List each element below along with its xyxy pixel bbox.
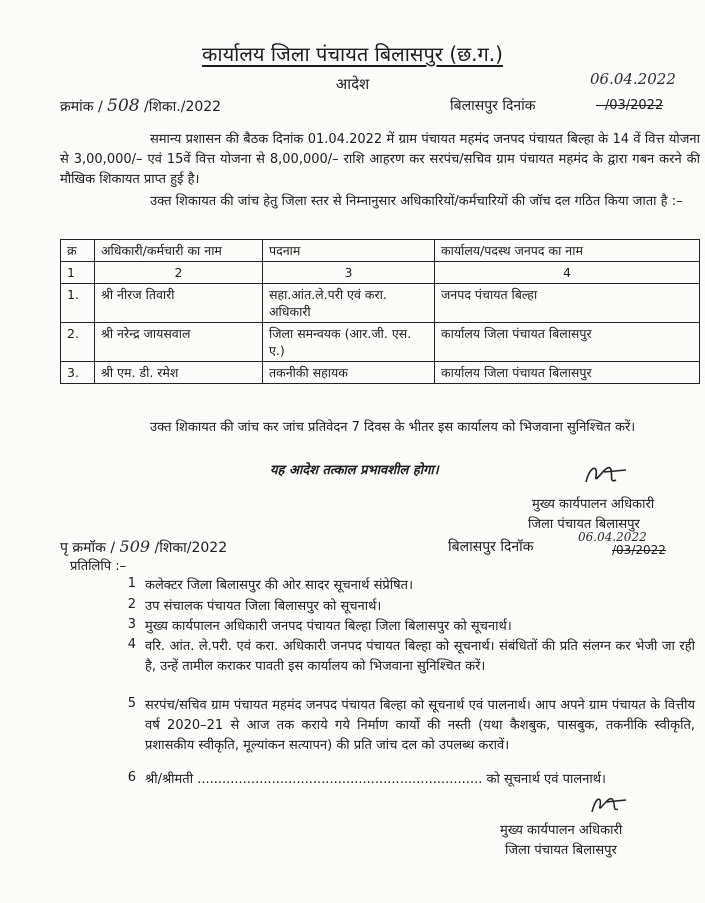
column-number-row <box>61 262 700 284</box>
header-sno: क्र <box>61 240 95 262</box>
row-name: श्री नीरज तिवारी <box>95 284 263 323</box>
signatory-title: मुख्य कार्यपालन अधिकारी <box>532 497 655 512</box>
table-header-row <box>61 240 700 262</box>
row-office: कार्यालय जिला पंचायत बिलासपुर <box>435 362 700 384</box>
copy-ref-suffix: /शिका/2022 <box>154 540 228 556</box>
table-row <box>61 284 700 323</box>
ref-prefix: क्रमांक / <box>60 99 103 115</box>
signature-icon <box>580 458 632 492</box>
row-sno: 1. <box>61 284 95 323</box>
col-number: 3 <box>263 262 435 284</box>
list-item: उप संचालक पंचायत जिला बिलासपुर को सूचनार्थ। <box>145 599 382 614</box>
copy-reference <box>60 537 227 557</box>
signature-icon <box>586 790 632 820</box>
row-name: श्री नरेन्द्र जायसवाल <box>95 323 263 362</box>
row-designation: जिला समन्वयक (आर.जी. एस. ए.) <box>263 323 435 362</box>
ref-number: 508 <box>107 96 140 116</box>
copy-ref-number: 509 <box>119 537 151 556</box>
col-number: 2 <box>95 262 263 284</box>
committee-table <box>60 239 700 384</box>
committee-paragraph: उक्त शिकायत की जांच हेतु जिला स्तर से निम्नानुसार अधिकारियों/कर्मचारियों की जॉच दल गठित किया जाता है :– <box>150 194 683 209</box>
header-name: अधिकारी/कर्मचारी का नाम <box>95 240 263 262</box>
row-sno: 3. <box>61 362 95 384</box>
list-item-number: 1 <box>127 576 136 591</box>
header-office: कार्यालय/पदस्थ जनपद का नाम <box>435 240 700 262</box>
signatory-office-copy: जिला पंचायत बिलासपुर <box>505 843 617 858</box>
list-item-number: 3 <box>127 617 136 632</box>
copy-to-label: प्रतिलिपि :– <box>70 559 127 574</box>
ref-suffix: /शिका./2022 <box>144 99 222 115</box>
row-designation: सहा.आंत.ले.परी एवं करा. अधिकारी <box>263 284 435 323</box>
copy-ref-prefix: पृ क्रमॉक / <box>60 540 116 556</box>
list-item-number: 4 <box>127 637 136 652</box>
list-item: कलेक्टर जिला बिलासपुर की ओर सादर सूचनार्थ संप्रेषित। <box>145 578 414 593</box>
row-name: श्री एम. डी. रमेश <box>95 362 263 384</box>
list-item: वरि. आंत. ले.परी. एवं करा. अधिकारी जनपद पंचायत बिल्हा को सूचनार्थ। संबंधितों की प्रति संलग्न कर भेजी जा रही है, उन्हें तामील कराकर पावती इस कार्यालय को भिजवाना सुनिश्चित करें। <box>145 639 695 674</box>
effective-note: यह आदेश तत्काल प्रभावशील होगा। <box>270 463 439 478</box>
list-item: सरपंच/सचिव ग्राम पंचायत महमंद जनपद पंचायत बिल्हा को सूचनार्थ एवं पालनार्थ। आप अपने ग्राम पंचायत के वित्तीय वर्ष 2020–21 से आज तक कराये गये निर्माण कार्यो की नस्ती (यथा कैशबुक, पासबुक, तकनीकि स्वीकृति, प्रशासकीय स्वीकृति, मूल्यांकन सत्यापन) की प्रति जांच दल को उपलब्ध करावें। <box>145 698 695 753</box>
list-item-number: 2 <box>127 597 136 612</box>
order-heading: आदेश <box>335 75 370 93</box>
page-title: कार्यालय जिला पंचायत बिलासपुर (छ.ग.) <box>202 42 503 66</box>
table-row <box>61 323 700 362</box>
copy-struck-date: /03/2022 <box>612 543 666 557</box>
col-number: 4 <box>435 262 700 284</box>
table-row <box>61 362 700 384</box>
complaint-paragraph: समान्य प्रशासन की बैठक दिनांक 01.04.2022 में ग्राम पंचायत महमंद जनपद पंचायत बिल्हा के 14 वें वित्त योजना से 3,00,000/– एवं 15वें वित्त योजना से 8,00,000/– राशि आहरण कर सरपंच/सचिव ग्राम पंचायत महमंद के द्वारा गबन करने की मौखिक शिकायत प्राप्त हुई है। <box>60 132 700 187</box>
report-instruction: उक्त शिकायत की जांच कर जांच प्रतिवेदन 7 दिवस के भीतर इस कार्यालय को भिजवाना सुनिश्चित करें। <box>150 420 636 435</box>
order-reference <box>60 96 221 116</box>
copy-handwritten-date: 06.04.2022 <box>578 530 647 544</box>
handwritten-date: 06.04.2022 <box>590 70 676 88</box>
signatory-title-copy: मुख्य कार्यपालन अधिकारी <box>500 823 623 838</box>
list-item-number: 6 <box>127 770 136 785</box>
col-number: 1 <box>61 262 95 284</box>
row-designation: तकनीकी सहायक <box>263 362 435 384</box>
copy-place-date-label: बिलासपुर दिनॉक <box>448 539 534 555</box>
place-date-label: बिलासपुर दिनांक <box>450 98 536 114</box>
list-item-number: 5 <box>127 696 136 711</box>
struck-date: - /03/2022 <box>596 98 664 113</box>
list-item: श्री/श्रीमती ..................................................................... को सूचनार्थ एवं पालनार्थ। <box>145 772 606 787</box>
signatory-office: जिला पंचायत बिलासपुर <box>528 517 640 532</box>
row-office: कार्यालय जिला पंचायत बिलासपुर <box>435 323 700 362</box>
row-office: जनपद पंचायत बिल्हा <box>435 284 700 323</box>
list-item: मुख्य कार्यपालन अधिकारी जनपद पंचायत बिल्हा जिला बिलासपुर को सूचनार्थ। <box>145 619 512 634</box>
row-sno: 2. <box>61 323 95 362</box>
header-designation: पदनाम <box>263 240 435 262</box>
